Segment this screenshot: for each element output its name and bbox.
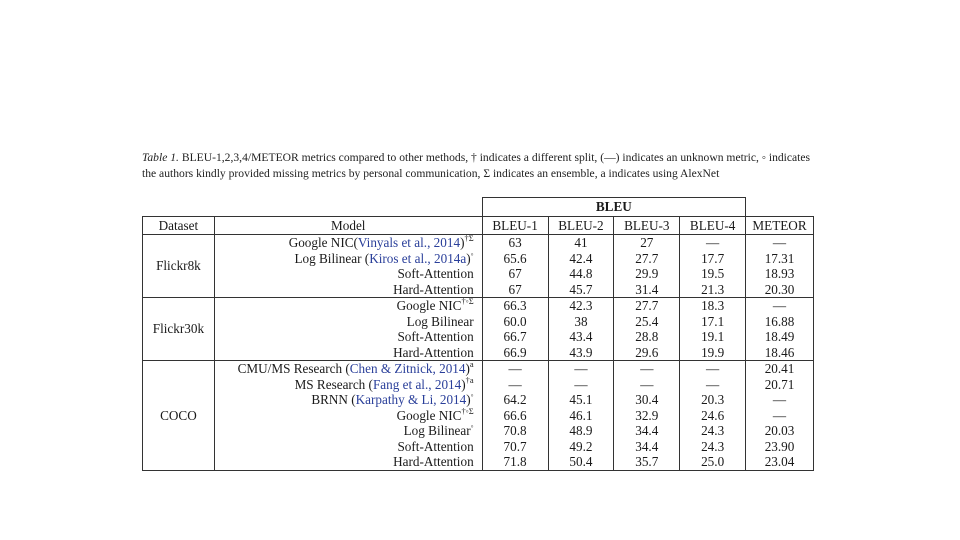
dataset-cell: Flickr30k <box>143 298 215 361</box>
citation-link[interactable]: Kiros et al., 2014a <box>369 250 467 266</box>
table-caption <box>142 150 822 182</box>
metric-cell: — <box>746 392 814 408</box>
metric-cell: 17.7 <box>680 251 746 267</box>
metric-cell: — <box>482 361 548 377</box>
metric-cell: — <box>746 408 814 424</box>
model-name: Hard-Attention <box>393 454 474 469</box>
column-header: Model <box>214 217 482 235</box>
metric-cell: 27 <box>614 235 680 251</box>
metric-cell: 29.9 <box>614 266 680 282</box>
metric-cell: 64.2 <box>482 392 548 408</box>
model-paren: ) <box>466 392 471 407</box>
metric-cell: 18.93 <box>746 266 814 282</box>
metric-cell: 34.4 <box>614 423 680 439</box>
metric-cell: 18.46 <box>746 345 814 361</box>
metric-cell: — <box>746 235 814 251</box>
model-name: Log Bilinear ( <box>294 250 370 266</box>
table-row <box>143 408 814 424</box>
model-cell <box>214 314 482 330</box>
model-annotation: ◦ <box>470 390 474 400</box>
model-name: Soft-Attention <box>397 266 474 281</box>
metric-cell: 41 <box>548 235 614 251</box>
bleu-group-header-row <box>143 198 814 217</box>
metric-cell: 50.4 <box>548 454 614 470</box>
column-header: BLEU-4 <box>680 217 746 235</box>
metric-cell: 49.2 <box>548 439 614 455</box>
metric-cell: 38 <box>548 314 614 330</box>
column-header: Dataset <box>143 217 215 235</box>
model-annotation: ◦ <box>470 248 474 259</box>
model-cell <box>214 266 482 282</box>
model-name: Hard-Attention <box>393 344 474 360</box>
metric-cell: 20.30 <box>746 282 814 298</box>
model-name: Soft-Attention <box>397 329 474 344</box>
dataset-cell: Flickr8k <box>143 235 215 298</box>
model-name: BRNN ( <box>311 392 356 407</box>
metric-cell: — <box>482 377 548 393</box>
metric-cell: 66.3 <box>482 298 548 314</box>
citation-link[interactable]: Vinyals et al., 2014 <box>357 235 461 250</box>
metric-cell: 45.7 <box>548 282 614 298</box>
table-row <box>143 235 814 251</box>
metric-cell: 18.3 <box>680 298 746 314</box>
model-paren: ) <box>461 376 466 392</box>
metric-cell: 20.03 <box>746 423 814 439</box>
table-row <box>143 298 814 314</box>
metric-cell: 34.4 <box>614 439 680 455</box>
metric-cell: 24.3 <box>680 439 746 455</box>
model-cell <box>214 298 482 314</box>
metric-cell: 25.0 <box>680 454 746 470</box>
model-cell <box>214 392 482 408</box>
metric-cell: 19.5 <box>680 266 746 282</box>
caption-label: Table 1. <box>142 151 179 164</box>
table-row <box>143 345 814 361</box>
citation-link[interactable]: Chen & Zitnick, 2014 <box>349 361 466 376</box>
metric-cell: — <box>614 377 680 393</box>
model-paren: ) <box>466 250 471 266</box>
metric-cell: — <box>680 235 746 251</box>
model-annotation: †Σ <box>464 233 474 243</box>
model-annotation: †a <box>465 374 474 385</box>
model-name: Google NIC( <box>288 235 358 250</box>
metric-cell: 46.1 <box>548 408 614 424</box>
model-name: Log Bilinear <box>406 313 474 329</box>
metric-cell: — <box>614 361 680 377</box>
metric-cell: 45.1 <box>548 392 614 408</box>
metric-cell: 23.04 <box>746 454 814 470</box>
model-cell <box>214 282 482 298</box>
table-row <box>143 377 814 393</box>
model-cell <box>214 361 482 377</box>
model-name: Google NIC <box>396 298 462 313</box>
table-row <box>143 361 814 377</box>
model-annotation: †◦Σ <box>461 405 474 416</box>
table-row <box>143 251 814 267</box>
model-name: Soft-Attention <box>397 438 474 454</box>
metric-cell: 60.0 <box>482 314 548 330</box>
metric-cell: 23.90 <box>746 439 814 455</box>
model-cell <box>214 405 482 424</box>
citation-link[interactable]: Fang et al., 2014 <box>372 376 462 392</box>
results-table-body <box>143 198 814 471</box>
table-row <box>143 329 814 345</box>
metric-cell: 67 <box>482 266 548 282</box>
metric-cell: 66.9 <box>482 345 548 361</box>
caption-text: BLEU-1,2,3,4/METEOR metrics compared to other methods, † indicates a different split, (—) indicates an unknown metric, ◦ indicates the authors kindly provided missing metrics by personal communication, Σ indicates an ensemble, a indicates using AlexNet <box>142 151 811 180</box>
metric-cell: 32.9 <box>614 408 680 424</box>
results-table <box>142 197 814 471</box>
model-annotation: †◦Σ <box>461 296 474 306</box>
model-cell <box>214 454 482 470</box>
model-cell <box>214 329 482 345</box>
dataset-cell: COCO <box>143 361 215 471</box>
metric-cell: 29.6 <box>614 345 680 361</box>
model-name: CMU/MS Research ( <box>237 361 350 376</box>
metric-cell: 63 <box>482 235 548 251</box>
model-cell <box>214 374 482 393</box>
metric-cell: — <box>548 377 614 393</box>
bleu-group-header: BLEU <box>482 198 745 217</box>
model-paren: ) <box>460 235 465 250</box>
column-header-row <box>143 217 814 235</box>
metric-cell: — <box>746 298 814 314</box>
metric-cell: 42.4 <box>548 251 614 267</box>
metric-cell: 42.3 <box>548 298 614 314</box>
model-name: Google NIC <box>396 407 462 423</box>
metric-cell: 20.3 <box>680 392 746 408</box>
model-cell <box>214 248 482 267</box>
table-row <box>143 439 814 455</box>
metric-cell: 67 <box>482 282 548 298</box>
metric-cell: 17.31 <box>746 251 814 267</box>
metric-cell: — <box>548 361 614 377</box>
model-name: MS Research ( <box>294 376 373 392</box>
metric-cell: 66.7 <box>482 329 548 345</box>
metric-cell: 19.9 <box>680 345 746 361</box>
metric-cell: 16.88 <box>746 314 814 330</box>
metric-cell: 24.6 <box>680 408 746 424</box>
metric-cell: 70.8 <box>482 423 548 439</box>
model-name: Hard-Attention <box>393 281 474 297</box>
table-row <box>143 392 814 408</box>
metric-cell: 28.8 <box>614 329 680 345</box>
metric-cell: — <box>680 377 746 393</box>
table-row <box>143 423 814 439</box>
metric-cell: — <box>680 361 746 377</box>
metric-cell: 66.6 <box>482 408 548 424</box>
metric-cell: 44.8 <box>548 266 614 282</box>
model-annotation: ◦ <box>470 421 474 431</box>
model-annotation: a <box>469 359 474 369</box>
metric-cell: 17.1 <box>680 314 746 330</box>
metric-cell: 27.7 <box>614 251 680 267</box>
metric-cell: 21.3 <box>680 282 746 298</box>
metric-cell: 31.4 <box>614 282 680 298</box>
metric-cell: 71.8 <box>482 454 548 470</box>
metric-cell: 43.9 <box>548 345 614 361</box>
column-header: BLEU-1 <box>482 217 548 235</box>
model-name: Log Bilinear <box>403 423 471 438</box>
metric-cell: 48.9 <box>548 423 614 439</box>
column-header: BLEU-2 <box>548 217 614 235</box>
table-row <box>143 314 814 330</box>
model-cell <box>214 439 482 455</box>
model-paren: ) <box>465 361 470 376</box>
metric-cell: 25.4 <box>614 314 680 330</box>
metric-cell: 30.4 <box>614 392 680 408</box>
table-row <box>143 266 814 282</box>
metric-cell: 27.7 <box>614 298 680 314</box>
metric-cell: 35.7 <box>614 454 680 470</box>
metric-cell: 20.71 <box>746 377 814 393</box>
citation-link[interactable]: Karpathy & Li, 2014 <box>355 392 467 407</box>
metric-cell: 65.6 <box>482 251 548 267</box>
metric-cell: 24.3 <box>680 423 746 439</box>
metric-cell: 19.1 <box>680 329 746 345</box>
metric-cell: 20.41 <box>746 361 814 377</box>
model-cell <box>214 235 482 251</box>
metric-cell: 18.49 <box>746 329 814 345</box>
table-row <box>143 454 814 470</box>
metric-cell: 43.4 <box>548 329 614 345</box>
metric-cell: 70.7 <box>482 439 548 455</box>
column-header: METEOR <box>746 217 814 235</box>
model-cell <box>214 345 482 361</box>
column-header: BLEU-3 <box>614 217 680 235</box>
model-cell <box>214 423 482 439</box>
table-row <box>143 282 814 298</box>
